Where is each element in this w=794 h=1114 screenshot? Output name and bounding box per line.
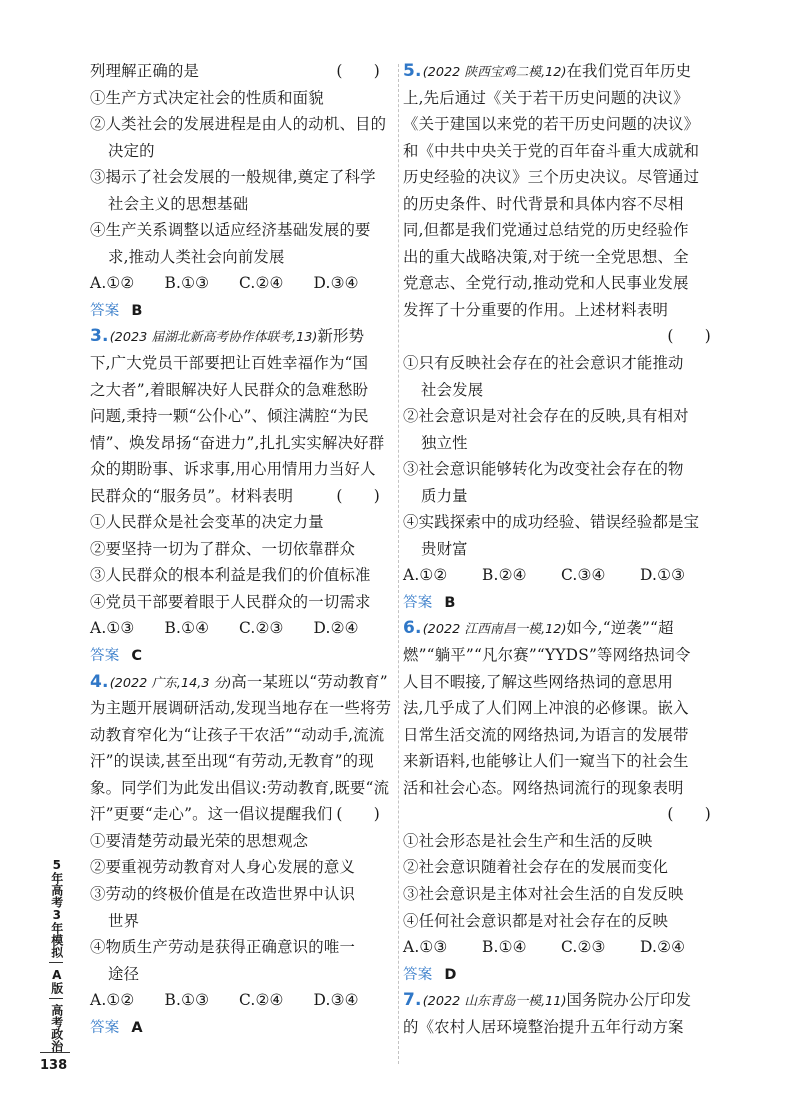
- question-number: 3.: [90, 326, 109, 347]
- statement-option: ②人类社会的发展进程是由人的动机、目的: [90, 115, 387, 134]
- question-stem-text: 的《农村人居环境整治提升五年行动方案: [403, 1017, 684, 1036]
- text-line: [90, 403, 388, 430]
- text-line: [90, 589, 388, 616]
- question-source: (2023 届湖北新高考协作体联考,13): [109, 330, 318, 346]
- choice-option: B.①④: [164, 619, 210, 638]
- text-line: [403, 828, 719, 855]
- text-line: [90, 58, 388, 85]
- statement-option: ④任何社会意识都是对社会存在的反映: [403, 911, 669, 930]
- text-line: [403, 695, 719, 722]
- text-line: [403, 854, 719, 881]
- statement-option: ③劳动的终极价值是在改造世界中认识: [90, 884, 356, 903]
- text-line: [90, 961, 388, 988]
- question-stem-text: 燃”“躺平”“凡尔赛”“YYDS”等网络热词令: [403, 646, 691, 665]
- choice-option: A.①②: [90, 274, 135, 293]
- question-stem-text: 下,广大党员干部要把让百姓幸福作为“国: [90, 354, 369, 373]
- answer-bracket: ( ): [336, 62, 380, 80]
- answer-label: 答案: [90, 648, 120, 665]
- choice-row: [90, 270, 388, 297]
- text-line: [403, 642, 719, 669]
- statement-option: 决定的: [108, 141, 155, 160]
- choice-option: A.①③: [403, 938, 448, 957]
- statement-option: 社会主义的思想基础: [108, 194, 249, 213]
- text-line: [90, 350, 388, 377]
- question-stem-text: 和《中共中央关于党的百年奋斗重大成就和: [403, 141, 700, 160]
- text-line: [90, 828, 388, 855]
- statement-option: ①社会形态是社会生产和生活的反映: [403, 831, 653, 850]
- text-line: [403, 85, 719, 112]
- choice-option: C.②④: [239, 274, 284, 293]
- statement-option: ④生产关系调整以适应经济基础发展的要: [90, 221, 371, 240]
- right-column: [403, 58, 719, 1040]
- answer-bracket: ( ): [667, 805, 711, 824]
- text-line: [90, 377, 388, 404]
- question-stem-text: 如今,“逆袭”“超: [566, 619, 674, 638]
- sidebar-series-title: 5年高考3年模拟: [49, 858, 64, 958]
- question-stem-text: 象。同学们为此发出倡议:劳动教育,既要“流: [90, 778, 390, 797]
- question-stem-text: 汗”的误读,甚至出现“有劳动,无教育”的现: [90, 752, 374, 771]
- question-stem-text: 民群众的“服务员”。材料表明: [90, 486, 294, 505]
- question-stem-text: 《关于建国以来党的若干历史问题的决议》: [403, 115, 700, 134]
- text-line: [403, 244, 719, 271]
- text-line: [403, 377, 719, 404]
- text-line: [90, 323, 388, 350]
- question-stem-text: 列理解正确的是: [90, 62, 200, 80]
- answer-label: 答案: [90, 1019, 120, 1036]
- question-stem-text: 动教育窄化为“让孩子干农活”“动动手,流流: [90, 725, 385, 744]
- text-line: [403, 164, 719, 191]
- text-line: [403, 270, 719, 297]
- text-line: [403, 1014, 719, 1041]
- statement-option: ②要坚持一切为了群众、一切依靠群众: [90, 539, 356, 558]
- page-number-rule: [40, 1052, 70, 1053]
- text-line: [403, 536, 719, 563]
- statement-option: ③社会意识能够转化为改变社会存在的物: [403, 460, 684, 479]
- question-stem-text: 问题,秉持一颗“公仆心”、倾注满腔“为民: [90, 407, 369, 426]
- question-stem-text: 的历史条件、时代背景和具体内容不尽相: [403, 194, 684, 213]
- text-line: [90, 191, 388, 218]
- text-line: [403, 509, 719, 536]
- question-source: (2022 陕西宝鸡二模,12): [422, 65, 567, 80]
- page-number: 138: [40, 1058, 68, 1073]
- answer-bracket: ( ): [336, 486, 380, 505]
- text-line: [403, 58, 719, 85]
- statement-option: ③揭示了社会发展的一般规律,奠定了科学: [90, 168, 376, 187]
- choice-option: A.①③: [90, 619, 135, 638]
- question-stem-text: 在我们党百年历史: [566, 62, 692, 80]
- text-line: [403, 350, 719, 377]
- question-number: 7.: [403, 990, 422, 1011]
- text-line: [90, 430, 388, 457]
- text-line: [90, 908, 388, 935]
- statement-option: ②社会意识随着社会存在的发展而变化: [403, 858, 669, 877]
- choice-option: B.①③: [164, 274, 210, 293]
- question-stem-text: 之大者”,着眼解决好人民群众的急难愁盼: [90, 380, 369, 399]
- choice-option: A.①②: [90, 991, 135, 1010]
- answer-label: 答案: [403, 594, 433, 611]
- text-line: [403, 748, 719, 775]
- text-line: [90, 111, 388, 138]
- statement-option: ①生产方式决定社会的性质和面貌: [90, 88, 324, 107]
- text-line: [90, 695, 392, 722]
- statement-option: ④实践探索中的成功经验、错误经验都是宝: [403, 513, 700, 532]
- question-stem-text: 上,先后通过《关于若干历史问题的决议》: [403, 88, 689, 107]
- text-line: [90, 775, 388, 802]
- choice-row: [403, 934, 719, 961]
- choice-option: D.①③: [640, 566, 686, 585]
- statement-option: ②要重视劳动教育对人身心发展的意义: [90, 858, 356, 877]
- question-number: 6.: [403, 618, 422, 639]
- text-line: [90, 934, 388, 961]
- answer-bracket: ( ): [336, 805, 380, 824]
- choice-option: C.②③: [561, 938, 606, 957]
- question-stem-text: 为主题开展调研活动,发现当地存在一些将劳: [90, 699, 392, 718]
- question-stem-text: 活和社会心态。网络热词流行的现象表明: [403, 778, 684, 797]
- column-divider: [398, 64, 399, 1064]
- statement-option: ③社会意识是主体对社会生活的自发反映: [403, 884, 684, 903]
- question-stem-text: 日常生活交流的网络热词,为语言的发展带: [403, 725, 689, 744]
- question-source: (2022 山东青岛一模,11): [422, 994, 567, 1010]
- statement-option: ③人民群众的根本利益是我们的价值标准: [90, 566, 371, 585]
- text-line: [90, 669, 388, 696]
- question-stem-text: 发挥了十分重要的作用。上述材料表明: [403, 300, 669, 319]
- text-line: [90, 562, 388, 589]
- question-stem-text: 新形势: [317, 327, 365, 346]
- text-line: [90, 748, 388, 775]
- text-line: [90, 244, 388, 271]
- question-number: 5.: [403, 61, 422, 81]
- statement-option: 途径: [108, 964, 140, 983]
- choice-option: B.②④: [482, 566, 527, 585]
- text-line: [403, 669, 719, 696]
- answer-row: [90, 297, 388, 324]
- sidebar-edition: A版: [49, 968, 64, 994]
- choice-option: C.③④: [561, 566, 606, 585]
- choice-option: D.③④: [313, 274, 359, 293]
- sidebar-separator: [49, 998, 63, 999]
- text-line: [403, 801, 719, 828]
- answer-row: [90, 1014, 388, 1041]
- choice-option: D.②④: [313, 619, 359, 638]
- question-number: 4.: [90, 671, 109, 692]
- text-line: [403, 138, 719, 165]
- statement-option: 世界: [108, 911, 140, 930]
- answer-value: B: [444, 594, 456, 611]
- statement-option: 社会发展: [421, 380, 484, 399]
- answer-value: D: [444, 966, 457, 983]
- text-line: [403, 722, 719, 749]
- text-line: [90, 509, 388, 536]
- answer-value: B: [131, 302, 143, 319]
- question-stem-text: 高一某班以“劳动教育”: [231, 672, 388, 691]
- sidebar-separator: [49, 962, 63, 963]
- question-stem-text: 党意志、全党行动,推动党和人民事业发展: [403, 274, 689, 293]
- statement-option: 求,推动人类社会向前发展: [108, 247, 285, 266]
- choice-option: A.①②: [403, 566, 448, 585]
- text-line: [90, 801, 388, 828]
- answer-value: A: [131, 1019, 143, 1036]
- text-line: [403, 191, 719, 218]
- text-line: [403, 483, 719, 510]
- choice-row: [403, 562, 719, 589]
- question-stem-text: 历史经验的决议》三个历史决议。尽管通过: [403, 168, 700, 187]
- question-stem-text: 同,但都是我们党通过总结党的历史经验作: [403, 221, 689, 240]
- book-sidebar: [46, 858, 66, 1056]
- text-line: [403, 217, 719, 244]
- answer-value: C: [131, 648, 143, 665]
- question-stem-text: 法,几乎成了人们网上冲浪的必修课。嵌入: [403, 699, 689, 718]
- text-line: [403, 456, 719, 483]
- text-line: [90, 164, 388, 191]
- text-line: [403, 615, 719, 642]
- question-stem-text: 出的重大战略决策,对于统一全党思想、全: [403, 247, 689, 266]
- answer-row: [403, 961, 719, 988]
- text-line: [90, 217, 388, 244]
- answer-row: [90, 642, 388, 669]
- text-line: [403, 908, 719, 935]
- text-line: [90, 456, 388, 483]
- question-source: (2022 广东,14,3 分): [109, 675, 232, 691]
- question-stem-text: 汗”更要“走心”。这一倡议提醒我们: [90, 805, 333, 824]
- text-line: [90, 85, 388, 112]
- question-stem-text: 来新语料,也能够让人们一窥当下的社会生: [403, 752, 689, 771]
- choice-option: C.②④: [239, 991, 284, 1010]
- text-line: [403, 323, 719, 350]
- choice-option: D.③④: [313, 991, 359, 1010]
- question-stem-text: 人目不暇接,了解这些网络热词的意思用: [403, 672, 674, 691]
- answer-label: 答案: [90, 302, 120, 319]
- statement-option: ①要清楚劳动最光荣的思想观念: [90, 831, 309, 850]
- choice-option: B.①③: [164, 991, 210, 1010]
- answer-row: [403, 589, 719, 616]
- answer-bracket: ( ): [667, 327, 711, 346]
- statement-option: ②社会意识是对社会存在的反映,具有相对: [403, 407, 689, 426]
- text-line: [403, 987, 719, 1014]
- choice-option: C.②③: [239, 619, 284, 638]
- statement-option: ④党员干部要着眼于人民群众的一切需求: [90, 592, 371, 611]
- statement-option: 独立性: [421, 433, 468, 452]
- statement-option: 质力量: [421, 486, 468, 505]
- text-line: [90, 881, 388, 908]
- question-stem-text: 情”、焕发昂扬“奋进力”,扎扎实实解决好群: [90, 433, 385, 452]
- text-line: [403, 775, 719, 802]
- text-line: [90, 722, 388, 749]
- sidebar-subject: 高考政治: [49, 1004, 64, 1052]
- question-source: (2022 江西南昌一模,12): [422, 622, 567, 638]
- text-line: [403, 111, 719, 138]
- left-column: [90, 58, 392, 1040]
- statement-option: ④物质生产劳动是获得正确意识的唯一: [90, 938, 356, 957]
- statement-option: ①只有反映社会存在的社会意识才能推动: [403, 354, 684, 373]
- text-line: [90, 138, 388, 165]
- text-line: [90, 483, 388, 510]
- text-line: [403, 881, 719, 908]
- choice-option: B.①④: [482, 938, 527, 957]
- choice-row: [90, 987, 388, 1014]
- text-line: [90, 536, 388, 563]
- choice-option: D.②④: [640, 938, 686, 957]
- text-line: [403, 430, 719, 457]
- statement-option: 贵财富: [421, 539, 468, 558]
- choice-row: [90, 615, 388, 642]
- question-stem-text: 众的期盼事、诉求事,用心用情用力当好人: [90, 460, 376, 479]
- text-line: [90, 854, 388, 881]
- answer-label: 答案: [403, 966, 433, 983]
- text-line: [403, 297, 719, 324]
- text-line: [403, 403, 719, 430]
- statement-option: ①人民群众是社会变革的决定力量: [90, 513, 324, 532]
- question-stem-text: 国务院办公厅印发: [566, 991, 692, 1010]
